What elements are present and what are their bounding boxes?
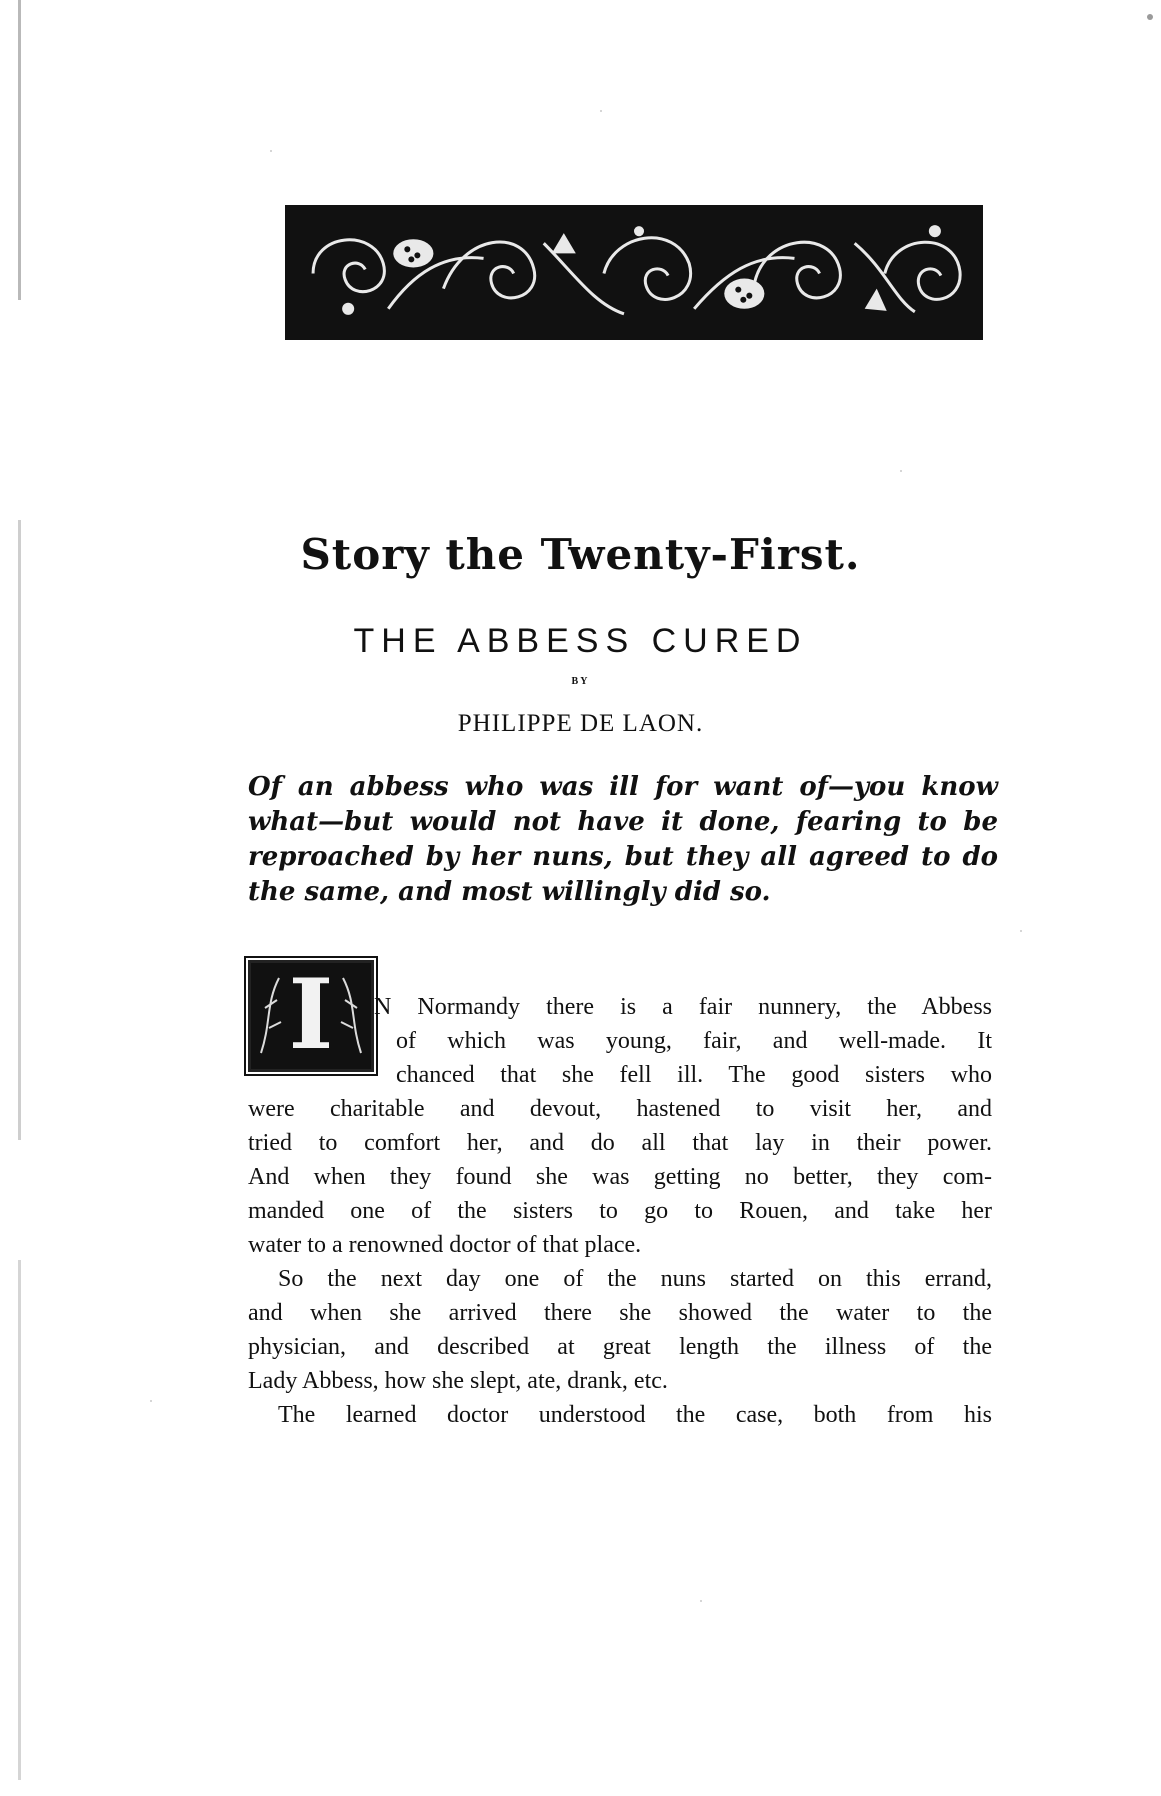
scan-edge-shadow — [18, 1260, 21, 1780]
text-line: So the next day one of the nuns started on this errand, — [278, 1266, 992, 1292]
text-line: And when they found she was getting no better, they com- — [248, 1164, 992, 1190]
author-name: PHILIPPE DE LAON. — [457, 710, 704, 737]
scan-speck — [1020, 930, 1022, 932]
scroll-ornament-icon — [293, 213, 975, 332]
scan-edge-shadow — [18, 0, 21, 300]
text-line: manded one of the sisters to go to Rouen, and take her — [248, 1198, 992, 1224]
text-line: tried to comfort her, and do all that lay in their power. — [248, 1130, 992, 1156]
text-line: N Normandy there is a fair nunnery, the Abbess — [374, 994, 992, 1020]
story-body — [248, 1092, 992, 1432]
text-line: and when she arrived there she showed the water to the — [248, 1300, 992, 1326]
text-line: water to a renowned doctor of that place. — [248, 1232, 642, 1258]
drop-cap-letter: I — [288, 958, 334, 1071]
story-argument: Of an abbess who was ill for want of—you know what—but would not have it done, fearing to be reproached by her nuns, but they all agreed to do the same, and most willingly did so. — [248, 772, 998, 907]
story-title: THE ABBESS CURED — [353, 622, 808, 660]
scan-speck — [600, 110, 602, 112]
text-line: of which was young, fair, and well-made. It — [396, 1028, 992, 1054]
scan-speck — [900, 470, 902, 472]
scan-speck — [700, 1600, 702, 1602]
text-line: chanced that she fell ill. The good sisters who — [396, 1062, 992, 1088]
byline: BY — [571, 676, 590, 687]
text-line: Lady Abbess, how she slept, ate, drank, etc. — [248, 1368, 668, 1394]
scan-speck — [270, 150, 272, 152]
text-line: physician, and described at great length the illness of the — [248, 1334, 992, 1360]
scan-edge-shadow — [18, 520, 21, 1140]
header-ornament — [285, 205, 983, 340]
drop-cap — [248, 960, 374, 1072]
text-line: The learned doctor understood the case, both from his — [278, 1402, 992, 1428]
story-heading: Story the Twenty-First. — [300, 530, 861, 579]
scan-speck — [1147, 14, 1153, 20]
text-line: were charitable and devout, hastened to visit her, and — [248, 1096, 992, 1122]
scan-speck — [150, 1400, 152, 1402]
opening-lines — [374, 990, 992, 1092]
